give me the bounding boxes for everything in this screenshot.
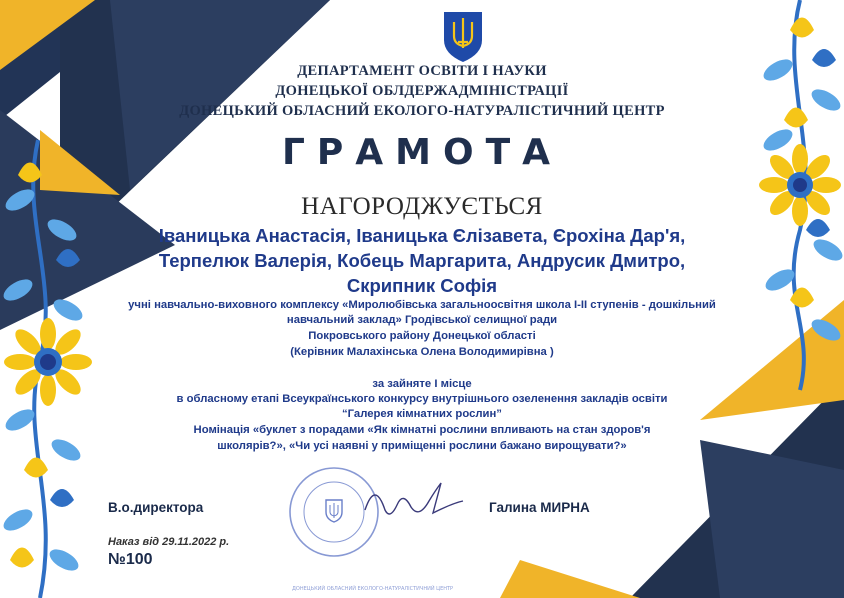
signatory-position: В.о.директора [108, 500, 204, 515]
recipient-line-2: Терпелюк Валерія, Кобець Маргарита, Андрусик Дмитро, [158, 250, 686, 271]
yellow-triangle-bottom [500, 560, 640, 598]
order-date: Наказ від 29.11.2022 р. [108, 536, 230, 548]
achievement-line-1: за зайняте І місце [372, 378, 472, 390]
header-line-2: ДОНЕЦЬКОЇ ОБЛДЕРЖАДМІНІСТРАЦІЇ [275, 83, 569, 99]
official-stamp [290, 468, 378, 556]
coat-of-arms-icon [444, 12, 482, 62]
achievement-line-5: школярів?», «Чи усі наявні у приміщенні рослини бажано вирощувати?» [217, 440, 627, 452]
recipient-line-1: Іваницька Анастасія, Іваницька Єлізавета, Єрохіна Дар'я, [158, 225, 686, 246]
recipient-line-3: Скрипник Софія [346, 275, 498, 296]
award-verb: НАГОРОДЖУЄТЬСЯ [301, 193, 543, 220]
signature-mark [365, 483, 463, 514]
school-line-2: навчальний заклад» Гродівської селищної ради [286, 314, 558, 326]
stamp-ring-text: ДОНЕЦЬКИЙ ОБЛАСНИЙ ЕКОЛОГО-НАТУРАЛІСТИЧНИЙ ЦЕНТР [292, 586, 454, 592]
order-number: №100 [108, 551, 153, 568]
header-line-1: ДЕПАРТАМЕНТ ОСВІТИ І НАУКИ [297, 63, 547, 79]
school-line-4: (Керівник Малахінська Олена Володимирівна ) [290, 346, 554, 358]
school-line-3: Покровського району Донецької області [308, 330, 536, 342]
signatory-name: Галина МИРНА [489, 500, 590, 515]
achievement-line-3: “Галерея кімнатних рослин” [342, 408, 502, 420]
header-line-3: ДОНЕЦЬКИЙ ОБЛАСНИЙ ЕКОЛОГО-НАТУРАЛІСТИЧНИЙ ЦЕНТР [179, 103, 665, 119]
school-line-1: учні навчально-виховного комплексу «Миролюбівська загальноосвітня школа І-ІІ ступенів - дошкільний [128, 299, 716, 311]
achievement-line-2: в обласному етапі Всеукраїнського конкурсу внутрішнього озеленення закладів освіти [176, 393, 668, 405]
achievement-line-4: Номінація «буклет з порадами «Як кімнатні рослини впливають на стан здоров'я [193, 424, 651, 436]
certificate-title: ГРАМОТА [281, 132, 563, 173]
